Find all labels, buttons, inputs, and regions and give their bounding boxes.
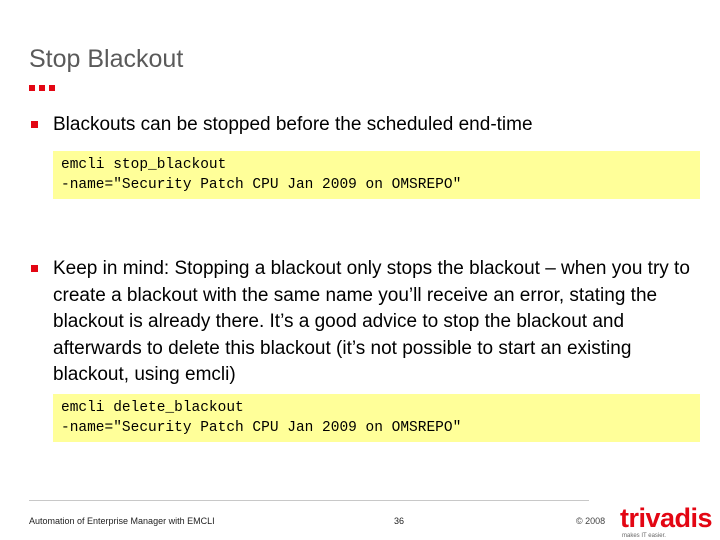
bullet-square-icon: [31, 265, 38, 272]
code-line: emcli stop_blackout: [61, 157, 227, 173]
red-square-icon: [29, 85, 35, 91]
bullet-text: Keep in mind: Stopping a blackout only stops the blackout – when you try to create a blackout with the same name you’ll receive an error, stating the blackout is already there. It’s a good advice to stop the blackout and afterwards to delete this blackout (it’s not possible to start an existing blackout, using emcli): [53, 258, 690, 385]
code-line: -name="Security Patch CPU Jan 2009 on OMSREPO": [61, 177, 462, 193]
slide-title: Stop Blackout: [29, 45, 184, 73]
red-square-icon: [39, 85, 45, 91]
trivadis-logo: [620, 504, 712, 540]
bullet-square-icon: [31, 121, 38, 128]
code-line: emcli delete_blackout: [61, 400, 244, 416]
bullet-text: Blackouts can be stopped before the scheduled end-time: [53, 114, 533, 135]
red-square-icon: [49, 85, 55, 91]
logo-tagline: makes IT easier.: [622, 533, 666, 539]
code-block: [53, 151, 700, 199]
title-decoration: [29, 85, 55, 91]
page-number: 36: [394, 516, 405, 526]
bullet-item: [29, 256, 699, 389]
copyright: © 2008: [576, 516, 606, 526]
footer-title: Automation of Enterprise Manager with EMCLI: [29, 516, 215, 526]
code-line: -name="Security Patch CPU Jan 2009 on OMSREPO": [61, 420, 462, 436]
bullet-item: [29, 112, 699, 139]
footer-divider: [29, 500, 589, 501]
logo-word: trivadis: [620, 503, 713, 533]
code-block: [53, 394, 700, 442]
